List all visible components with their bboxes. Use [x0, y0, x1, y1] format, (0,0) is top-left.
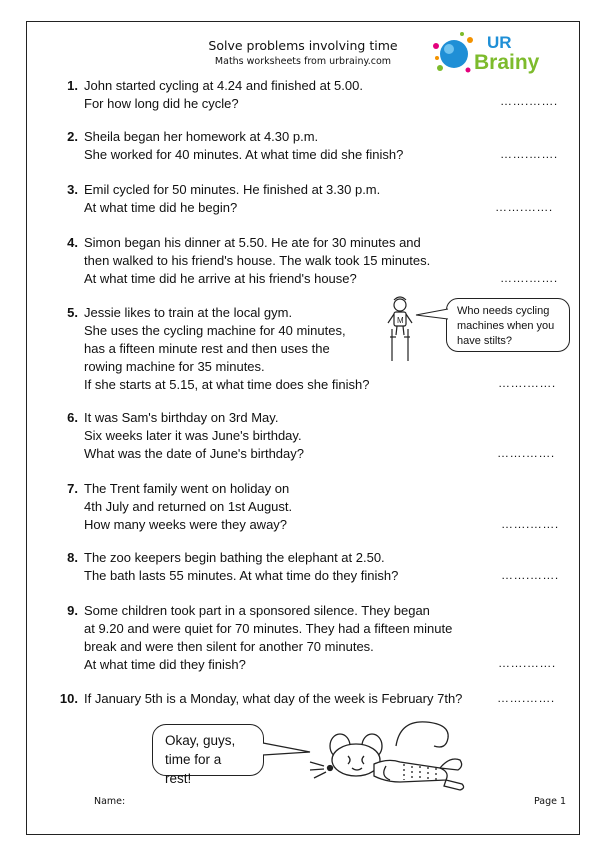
bubble-text: machines when you [457, 320, 555, 332]
question-number: 5. [67, 305, 78, 320]
question-text: If January 5th is a Monday, what day of the week is February 7th? [84, 691, 463, 706]
answer-line[interactable]: …….……. [497, 446, 555, 460]
question-number: 4. [67, 235, 78, 250]
question-text: The zoo keepers begin bathing the elephant at 2.50. [84, 550, 385, 565]
question-text: Simon began his dinner at 5.50. He ate for 30 minutes and [84, 235, 421, 250]
speech-bubble-mouse [152, 724, 264, 786]
question-text: rowing machine for 35 minutes. [84, 359, 265, 374]
question-number: 1. [67, 78, 78, 93]
answer-line[interactable]: …….……. [498, 376, 556, 390]
question-text: at 9.20 and were quiet for 70 minutes. They had a fifteen minute [84, 621, 453, 636]
answer-line[interactable]: …….……. [501, 517, 559, 531]
question-number: 9. [67, 603, 78, 618]
answer-line[interactable]: …….……. [500, 94, 558, 108]
question-text: How many weeks were they away? [84, 517, 288, 532]
urbrainy-logo [432, 28, 552, 78]
question-text: Jessie likes to train at the local gym. [84, 305, 293, 320]
answer-line[interactable]: …….……. [497, 691, 555, 705]
question-text: She worked for 40 minutes. At what time did she finish? [84, 147, 404, 162]
bubble-text: have stilts? [457, 335, 513, 347]
question-text: At what time did he arrive at his friend's house? [84, 271, 357, 286]
question-number: 2. [67, 129, 78, 144]
question-text: break and were then silent for another 70 minutes. [84, 639, 374, 654]
name-label: Name: [94, 796, 126, 807]
bubble-text: Okay, guys, [165, 733, 236, 748]
worksheet-title: Solve problems involving time [208, 38, 398, 53]
question-text: The Trent family went on holiday on [84, 481, 290, 496]
answer-line[interactable]: …….……. [500, 147, 558, 161]
speech-bubble-stilts [446, 298, 570, 352]
answer-line[interactable]: …….……. [500, 271, 558, 285]
question-text: Six weeks later it was June's birthday. [84, 428, 302, 443]
question-text: John started cycling at 4.24 and finished at 5.00. [84, 78, 363, 93]
svg-text:M: M [397, 316, 404, 325]
question-number: 10. [59, 691, 78, 706]
mouse-resting-icon [300, 716, 470, 792]
answer-line[interactable]: …….……. [495, 200, 553, 214]
question-number: 3. [67, 182, 78, 197]
question-text: Emil cycled for 50 minutes. He finished at 3.30 p.m. [84, 182, 381, 197]
question-number: 8. [67, 550, 78, 565]
question-text: At what time did he begin? [84, 200, 238, 215]
answer-line[interactable]: …….……. [498, 656, 556, 670]
question-text: It was Sam's birthday on 3rd May. [84, 410, 279, 425]
logo-text-ur: UR [487, 33, 512, 52]
bubble-pointer-icon [415, 305, 449, 325]
stilts-character-icon [384, 293, 420, 363]
question-text: 4th July and returned on 1st August. [84, 499, 293, 514]
worksheet-subtitle: Maths worksheets from urbrainy.com [214, 56, 392, 67]
bubble-text: Who needs cycling [457, 305, 550, 317]
question-text: The bath lasts 55 minutes. At what time do they finish? [84, 568, 399, 583]
question-text: Some children took part in a sponsored silence. They began [84, 603, 430, 618]
question-text: If she starts at 5.15, at what time does she finish? [84, 377, 370, 392]
question-text: has a fifteen minute rest and then uses the [84, 341, 330, 356]
question-text: What was the date of June's birthday? [84, 446, 304, 461]
question-text: At what time did they finish? [84, 657, 246, 672]
question-number: 6. [67, 410, 78, 425]
question-text: She uses the cycling machine for 40 minutes, [84, 323, 346, 338]
logo-text-brainy: Brainy [474, 51, 540, 74]
question-text: For how long did he cycle? [84, 96, 239, 111]
page-number: Page 1 [534, 796, 567, 807]
question-text: then walked to his friend's house. The walk took 15 minutes. [84, 253, 431, 268]
bubble-text: time for a rest! [165, 752, 222, 786]
question-text: Sheila began her homework at 4.30 p.m. [84, 129, 319, 144]
answer-line[interactable]: …….……. [501, 568, 559, 582]
question-number: 7. [67, 481, 78, 496]
